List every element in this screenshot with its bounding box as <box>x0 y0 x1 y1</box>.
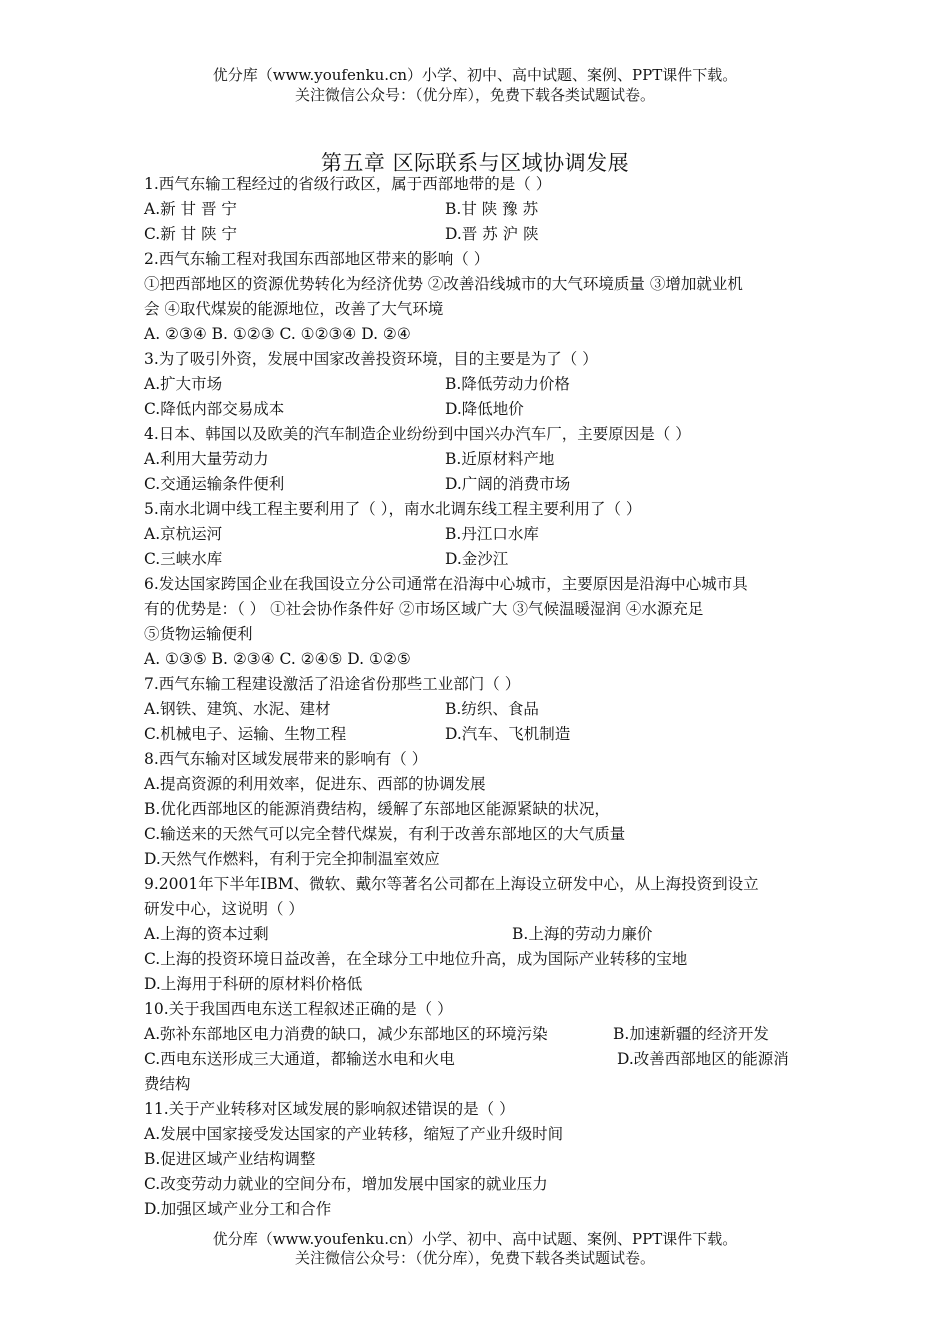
question-10-stem: 10.关于我国西电东送工程叙述正确的是（ ） <box>144 1000 453 1018</box>
question-8-option-b: B.优化西部地区的能源消费结构，缓解了东部地区能源紧缺的状况， <box>144 800 610 818</box>
question-3-option-d: D.降低地价 <box>445 400 524 418</box>
question-5-option-b: B.丹江口水库 <box>445 525 539 543</box>
question-9-option-c: C.上海的投资环境日益改善，在全球分工中地位升高，成为国际产业转移的宝地 <box>144 950 688 968</box>
question-1-option-d: D.晋 苏 沪 陕 <box>445 225 539 243</box>
question-5-option-c: C.三峡水库 <box>144 550 223 568</box>
question-10-option-b: B.加速新疆的经济开发 <box>613 1025 769 1043</box>
question-1-option-b: B.甘 陕 豫 苏 <box>445 200 539 218</box>
question-11-option-a: A.发展中国家接受发达国家的产业转移，缩短了产业升级时间 <box>144 1125 564 1143</box>
question-6-stem-line-2: 有的优势是：（ ） ①社会协作条件好 ②市场区域广大 ③气候温暖湿润 ④水源充足 <box>144 600 704 618</box>
question-7-option-d: D.汽车、飞机制造 <box>445 725 571 743</box>
question-6-stem-line-3: ⑤货物运输便利 <box>144 625 253 643</box>
question-6-stem-line-1: 6.发达国家跨国企业在我国设立分公司通常在沿海中心城市，主要原因是沿海中心城市具 <box>144 575 748 593</box>
question-4-option-d: D.广阔的消费市场 <box>445 475 571 493</box>
question-5-option-a: A.京杭运河 <box>144 525 223 543</box>
question-11-option-c: C.改变劳动力就业的空间分布，增加发展中国家的就业压力 <box>144 1175 548 1193</box>
question-2-options: A. ②③④ B. ①②③ C. ①②③④ D. ②④ <box>144 325 411 343</box>
question-8-option-d: D.天然气作燃料，有利于完全抑制温室效应 <box>144 850 440 868</box>
question-7-option-c: C.机械电子、运输、生物工程 <box>144 725 347 743</box>
question-8-stem: 8.西气东输对区域发展带来的影响有（ ） <box>144 750 428 768</box>
question-9-stem-line-1: 9.2001年下半年IBM、微软、戴尔等著名公司都在上海设立研发中心，从上海投资到设立 <box>144 875 759 893</box>
question-11-option-b: B.促进区域产业结构调整 <box>144 1150 316 1168</box>
question-11-stem: 11.关于产业转移对区域发展的影响叙述错误的是（ ） <box>144 1100 515 1118</box>
question-1-option-a: A.新 甘 晋 宁 <box>144 200 237 218</box>
question-1-stem: 1.西气东输工程经过的省级行政区，属于西部地带的是（ ） <box>144 175 552 193</box>
question-6-options: A. ①③⑤ B. ②③④ C. ②④⑤ D. ①②⑤ <box>144 650 411 668</box>
question-7-option-b: B.纺织、食品 <box>445 700 539 718</box>
question-5-stem: 5.南水北调中线工程主要利用了（ ），南水北调东线工程主要利用了（ ） <box>144 500 642 518</box>
question-9-option-b: B.上海的劳动力廉价 <box>512 925 653 943</box>
question-8-option-c: C.输送来的天然气可以完全替代煤炭，有利于改善东部地区的大气质量 <box>144 825 626 843</box>
question-10-option-a: A.弥补东部地区电力消费的缺口，减少东部地区的环境污染 <box>144 1025 548 1043</box>
question-10-option-c: C.西电东送形成三大通道，都输送水电和火电 <box>144 1050 455 1068</box>
question-1-option-c: C.新 甘 陕 宁 <box>144 225 238 243</box>
footer-line-2: 关注微信公众号：（优分库），免费下载各类试题试卷。 <box>294 1249 655 1267</box>
question-7-option-a: A.钢铁、建筑、水泥、建材 <box>144 700 331 718</box>
footer-line-1: 优分库（www.youfenku.cn）小学、初中、高中试题、案例、PPT课件下载。 <box>212 1230 738 1248</box>
question-3-option-b: B.降低劳动力价格 <box>445 375 570 393</box>
question-2-stem: 2.西气东输工程对我国东西部地区带来的影响（ ） <box>144 250 490 268</box>
question-10-option-d-continued: 费结构 <box>144 1075 191 1093</box>
question-4-stem: 4.日本、韩国以及欧美的汽车制造企业纷纷到中国兴办汽车厂，主要原因是（ ） <box>144 425 691 443</box>
question-7-stem: 7.西气东输工程建设激活了沿途省份那些工业部门（ ） <box>144 675 521 693</box>
question-3-option-c: C.降低内部交易成本 <box>144 400 285 418</box>
question-5-option-d: D.金沙江 <box>445 550 509 568</box>
question-9-option-a: A.上海的资本过剩 <box>144 925 269 943</box>
question-8-option-a: A.提高资源的利用效率，促进东、西部的协调发展 <box>144 775 486 793</box>
question-11-option-d: D.加强区域产业分工和合作 <box>144 1200 332 1218</box>
question-3-stem: 3.为了吸引外资，发展中国家改善投资环境，目的主要是为了（ ） <box>144 350 598 368</box>
question-10-option-d: D.改善西部地区的能源消 <box>617 1050 789 1068</box>
question-2-statements-line-2: 会 ④取代煤炭的能源地位，改善了大气环境 <box>144 300 444 318</box>
question-2-statements-line-1: ①把西部地区的资源优势转化为经济优势 ②改善沿线城市的大气环境质量 ③增加就业机 <box>144 275 743 293</box>
question-4-option-a: A.利用大量劳动力 <box>144 450 269 468</box>
question-4-option-b: B.近原材料产地 <box>445 450 555 468</box>
question-9-stem-line-2: 研发中心，这说明（ ） <box>144 900 304 918</box>
header-line-1: 优分库（www.youfenku.cn）小学、初中、高中试题、案例、PPT课件下载。 <box>212 66 738 84</box>
chapter-title: 第五章 区际联系与区域协调发展 <box>320 151 630 175</box>
question-3-option-a: A.扩大市场 <box>144 375 223 393</box>
question-4-option-c: C.交通运输条件便利 <box>144 475 285 493</box>
question-9-option-d: D.上海用于科研的原材料价格低 <box>144 975 363 993</box>
header-line-2: 关注微信公众号：（优分库），免费下载各类试题试卷。 <box>294 86 655 104</box>
